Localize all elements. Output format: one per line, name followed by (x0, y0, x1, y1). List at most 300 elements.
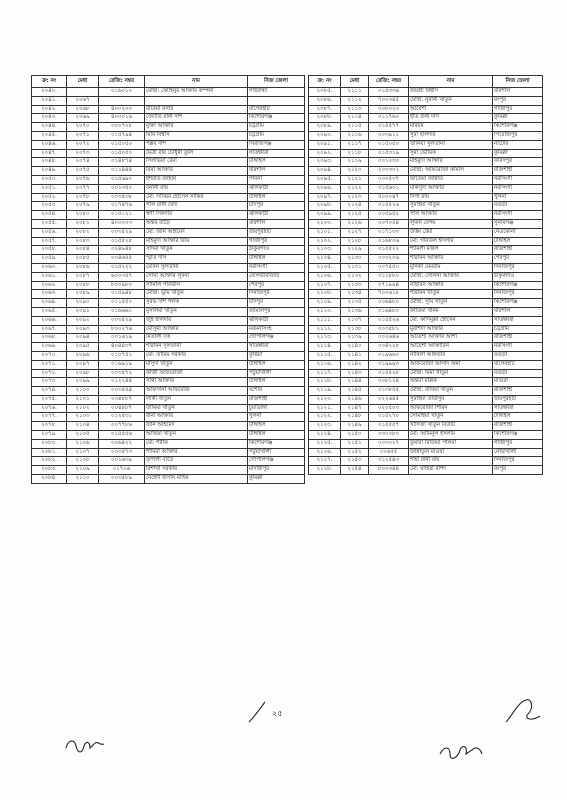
cell-name: সাথী আক্তার (145, 378, 248, 387)
table-row (309, 96, 543, 105)
cell-serial: ২০৯০. (309, 131, 341, 140)
cell-district: সাতক্ষীরা (248, 343, 305, 352)
cell-registration: ০১৫৫২৮ (99, 237, 145, 246)
cell-merit: ২১৪৬ (341, 395, 369, 404)
cell-merit: ২০৮১ (67, 219, 99, 228)
table-row (32, 378, 305, 387)
table-row (309, 228, 543, 237)
cell-merit: ২১১৫ (341, 123, 369, 132)
cell-serial: ২১০৮. (309, 290, 341, 299)
cell-registration: ০০৭৭৮৬ (99, 422, 145, 431)
cell-merit: ২১২৯ (341, 246, 369, 255)
cell-registration: ০১৫৬৯০ (99, 175, 145, 184)
cell-serial: ২০৯২. (309, 149, 341, 158)
cell-merit: ২১১৯ (341, 158, 369, 167)
cell-district: জয়পুরহাট (248, 228, 305, 237)
table-row (32, 413, 305, 422)
cell-name: ফুয়ারা রিজিয়া পালমা (409, 439, 493, 448)
cell-name: মেহেদী হাসান মাহিম (145, 475, 248, 484)
cell-serial: ২১২৩. (309, 422, 341, 431)
header-name: নাম (145, 76, 248, 88)
cell-registration: ০০৬৪২২ (99, 439, 145, 448)
cell-serial: ২০৬৮. (32, 334, 67, 343)
cell-district: মাগুরা (493, 378, 543, 387)
cell-registration: ০০৬৫৫ (369, 448, 409, 457)
cell-serial: ২০৭৬. (32, 404, 67, 413)
table-row (32, 475, 305, 484)
cell-district: মাদারীপুর (248, 466, 305, 475)
cell-serial: ২০৬৫. (32, 307, 67, 316)
cell-name: রীনা আক্তার (145, 413, 248, 422)
cell-registration: ০১৬৬৬১ (99, 307, 145, 316)
cell-name: মুসলিমা খাতুন (145, 307, 248, 316)
cell-serial: ২০৭৯. (32, 431, 67, 440)
table-row (309, 431, 543, 440)
cell-serial: ২০৫৫. (32, 219, 67, 228)
cell-registration: ০১০৭৫১ (99, 351, 145, 360)
cell-name: মাসুদা খাতুন (145, 360, 248, 369)
cell-district: গোপালগঞ্জ (248, 334, 305, 343)
table-row (309, 360, 543, 369)
cell-registration: ০০৮১২৪ (369, 378, 409, 387)
cell-district: সাতক্ষীরা (248, 149, 305, 158)
table-row (32, 281, 305, 290)
cell-serial: ২১১৪. (309, 343, 341, 352)
cell-district: খুলনা (248, 413, 305, 422)
cell-merit: ২১৩৪ (341, 290, 369, 299)
cell-merit: ২১২২ (341, 184, 369, 193)
table-row (309, 307, 543, 316)
cell-serial: ২০৮২. (32, 457, 67, 466)
table-row (309, 395, 543, 404)
cell-district: দিনাজপুর (248, 290, 305, 299)
cell-name: তামিমা খাতুন (145, 404, 248, 413)
table-row (32, 299, 305, 308)
cell-serial: ২০৫০. (32, 175, 67, 184)
cell-merit: ২১২৪ (341, 202, 369, 211)
cell-name: আফরোজা আসাদ অমা (409, 360, 493, 369)
cell-name: লুবনা বেগম (409, 219, 493, 228)
cell-registration: ০২২৬৪৫ (369, 395, 409, 404)
cell-serial: ২০৬২. (32, 281, 67, 290)
cell-merit: ২০৯৮ (67, 369, 99, 378)
header-serial: ক্র: নং (32, 76, 67, 88)
cell-registration: ০০১৩৫০ (99, 184, 145, 193)
cell-district: ঝালকাঠী (248, 316, 305, 325)
cell-serial: ২০৪৯. (32, 167, 67, 176)
cell-district: বাগেরহাট (248, 105, 305, 114)
cell-merit: ২১২০ (341, 167, 369, 176)
table-row (32, 360, 305, 369)
cell-registration: ২০০৩০২ (369, 167, 409, 176)
cell-district: রাজশাহী (248, 395, 305, 404)
cell-registration: ০৩০০৮০ (369, 431, 409, 440)
cell-district: বরিশাল (493, 307, 543, 316)
cell-serial: ২১২৭. (309, 457, 341, 466)
cell-merit: ২১৪৩ (341, 369, 369, 378)
cell-merit: ২০৯৬ (67, 351, 99, 360)
signature-right (500, 694, 550, 730)
cell-registration: ০১১৭৬০ (369, 114, 409, 123)
cell-district: ঝালকাঠী (248, 184, 305, 193)
header-reg: রেজি: নম্বর (99, 76, 145, 88)
table-row (32, 184, 305, 193)
header-merit: মেধা (341, 76, 369, 88)
cell-registration: ০০৬৪৮০ (369, 299, 409, 308)
cell-name: সুমাইয়া তাবাসুম (409, 395, 493, 404)
table-row (32, 255, 305, 264)
cell-district: কিশোরগঞ্জ (493, 431, 543, 440)
cell-district: রংপুর (493, 96, 543, 105)
cell-registration: ০১৫০৫০ (99, 149, 145, 158)
cell-district: নাটোর (493, 140, 543, 149)
cell-merit: ২০৭৮ (67, 193, 99, 202)
cell-serial: ২০৪৭. (32, 149, 67, 158)
table-row (309, 114, 543, 123)
cell-registration: ০০৩৫৮৯ (99, 475, 145, 484)
cell-name: নাবিলা আকতার (409, 351, 493, 360)
cell-district: নরসিংদী (493, 175, 543, 184)
cell-name: সাদমা খাতুন (145, 246, 248, 255)
table-body-right (309, 88, 543, 475)
cell-name: জনি আহমেদ (145, 422, 248, 431)
table-row (309, 175, 543, 184)
merit-list-table-right (308, 75, 543, 475)
cell-name: অন্তর বাড়ৈ (145, 219, 248, 228)
cell-registration: ৫০০০৪৭ (369, 193, 409, 202)
cell-serial: ২০৬৭. (32, 325, 67, 334)
header-merit: মেধা (67, 76, 99, 88)
cell-merit: ২১০৪ (67, 422, 99, 431)
cell-serial: ২০৫৭. (32, 237, 67, 246)
cell-registration: ০১৫১২১ (99, 211, 145, 220)
cell-merit: ২১৪৯ (341, 422, 369, 431)
cell-merit: ২১১৮ (341, 149, 369, 158)
cell-serial: ২১০৯. (309, 299, 341, 308)
table-row (32, 193, 305, 202)
cell-district: চুয়াডাঙ্গা (248, 404, 305, 413)
cell-merit: ২০৮৩ (67, 237, 99, 246)
cell-district: টাঙ্গাইল (493, 413, 543, 422)
cell-name: মরিয়ম (409, 123, 493, 132)
cell-serial: ২০৮৩. (32, 466, 67, 475)
cell-name: ইশরাত জাহান (145, 175, 248, 184)
cell-merit: ২০৮০ (67, 211, 99, 220)
cell-name: রিমা আক্তার (145, 167, 248, 176)
cell-registration: ০০৩৫৭৩ (99, 448, 145, 457)
table-row (32, 325, 305, 334)
cell-district: যশোর (248, 387, 305, 396)
cell-district: ফরিদপুর (493, 158, 543, 167)
cell-district (248, 96, 305, 105)
table-header-row (309, 76, 543, 88)
table-row (309, 219, 543, 228)
table-row (32, 140, 305, 149)
cell-merit (67, 88, 99, 97)
cell-serial: ২০৫৮. (32, 246, 67, 255)
cell-name: শারমিন খাতুন (409, 290, 493, 299)
cell-serial: ২১২৪. (309, 431, 341, 440)
table-row (32, 343, 305, 352)
cell-serial: ২১০৬. (309, 272, 341, 281)
cell-registration (99, 96, 145, 105)
cell-registration: ০১১৪৪৪ (99, 167, 145, 176)
cell-name: আছিয়া খাতুন (145, 431, 248, 440)
cell-name: শাহা রানী রায় (409, 457, 493, 466)
cell-serial: ২০৫৪. (32, 211, 67, 220)
table-row (309, 299, 543, 308)
cell-name: সোমা আক্তার লুবনা (145, 272, 248, 281)
cell-merit: ২১৪৪ (341, 378, 369, 387)
cell-registration: ০১৬০১০ (99, 88, 145, 97)
cell-district: কিশোরগঞ্জ (493, 299, 543, 308)
cell-registration: ০০৩৫২৯ (99, 228, 145, 237)
cell-name: মেরিন সুলতানা (145, 263, 248, 272)
signature-mark (245, 698, 270, 728)
cell-name: মোছা: কোহিনুর আক্তার কম্পনা (145, 88, 248, 97)
cell-serial: ২০৮৬. (309, 96, 341, 105)
cell-serial: ২১২০. (309, 395, 341, 404)
cell-district: শেরপুর (493, 255, 543, 264)
cell-merit: ২১৫৩ (341, 457, 369, 466)
cell-serial: ২১০২. (309, 237, 341, 246)
cell-serial: ২১১১. (309, 316, 341, 325)
table-row (32, 457, 305, 466)
table-row (32, 105, 305, 114)
table-row (32, 431, 305, 440)
table-row (309, 448, 543, 457)
cell-registration: ০৭১৯৯৪ (369, 281, 409, 290)
header-name: নাম (409, 76, 493, 88)
cell-name: উত্তম রেমা (409, 228, 493, 237)
cell-district: টাঙ্গাইল (248, 255, 305, 264)
table-row (32, 246, 305, 255)
cell-serial: ২১০৩. (309, 246, 341, 255)
table-row (32, 439, 305, 448)
cell-merit: ২১১৩ (341, 105, 369, 114)
cell-merit: ২১০৫ (67, 431, 99, 440)
cell-merit: ২০৯৭ (67, 360, 99, 369)
cell-registration: ৪০০২০০ (99, 105, 145, 114)
cell-merit: ২০৭২ (67, 140, 99, 149)
cell-name: মৈত্রী রায় চৌধুরী তুলি (145, 149, 248, 158)
cell-district: কুমিল্লা (493, 149, 543, 158)
table-row (32, 351, 305, 360)
cell-merit: ২১৪০ (341, 343, 369, 352)
cell-name: মোছা: সেলিনা আক্তার (409, 272, 493, 281)
cell-merit: ২১৪২ (341, 360, 369, 369)
cell-registration: ০১৫৩১৯ (369, 149, 409, 158)
cell-name: মো: শরীফ (145, 439, 248, 448)
cell-registration: ০১৬৮০৬ (369, 237, 409, 246)
cell-registration: ০১৬৯১৯ (99, 360, 145, 369)
cell-serial: ২০৮৫. (309, 88, 341, 97)
cell-merit: ২০৯৫ (67, 343, 99, 352)
table-row (32, 167, 305, 176)
cell-merit: ২১১১ (341, 88, 369, 97)
cell-serial: ২০৭৭. (32, 413, 67, 422)
cell-serial: ২০৭৩. (32, 378, 67, 387)
cell-name: জয়শ্রী বিশ্বাস (409, 88, 493, 97)
cell-name: পলি রানী বৈদ্য (145, 202, 248, 211)
cell-name: মোছা: ভুমি খাতুন (145, 290, 248, 299)
cell-merit: ২১২৩ (341, 193, 369, 202)
cell-name: মোছা: নুরানী খাতুন (409, 96, 493, 105)
table-row (309, 334, 543, 343)
cell-district: বাগেরহাট (493, 360, 543, 369)
cell-merit: ২০৭৬ (67, 175, 99, 184)
cell-merit: ২১৩১ (341, 263, 369, 272)
cell-merit: ২০৯২ (67, 316, 99, 325)
cell-merit: ২০৬৮ (67, 105, 99, 114)
cell-name: সুরভ দাশ পলক (145, 299, 248, 308)
cell-district: সাতক্ষীরা (493, 404, 543, 413)
table-row (32, 466, 305, 475)
cell-merit: ২০৯১ (67, 307, 99, 316)
cell-merit: ২০৮২ (67, 228, 99, 237)
cell-registration: ০১৫০৫৩ (369, 140, 409, 149)
cell-registration: ০০৩৫৭২ (99, 369, 145, 378)
table-row (32, 272, 305, 281)
cell-merit: ২১০১ (67, 395, 99, 404)
cell-registration: ০১২২৪৪ (99, 378, 145, 387)
table-row (309, 140, 543, 149)
cell-name: স্মৃতি দাস (145, 255, 248, 264)
cell-registration: ০০৩৯১১ (369, 131, 409, 140)
cell-serial: ২১২৮. (309, 466, 341, 475)
cell-registration: ০১১৮৮০ (369, 272, 409, 281)
table-row (309, 202, 543, 211)
cell-district: টাঙ্গাইল (493, 237, 543, 246)
cell-registration: ০১৫৫৫৬ (99, 431, 145, 440)
signature-left (60, 734, 110, 764)
cell-district: চাঁদপুর (248, 299, 305, 308)
cell-registration: ০২৪৯৪৮ (99, 246, 145, 255)
cell-district: কিশোরগঞ্জ (493, 123, 543, 132)
cell-merit: ২১৪১ (341, 351, 369, 360)
table-row (32, 211, 305, 220)
cell-name: সুমা ভৌমিক (409, 149, 493, 158)
cell-registration: ০১৯৯৯৩ (369, 360, 409, 369)
cell-serial: ২০৭৫. (32, 395, 67, 404)
table-row (32, 114, 305, 123)
table-row (32, 316, 305, 325)
cell-district: শেরপুর (248, 281, 305, 290)
cell-registration: ৬০০৩৫৭ (99, 272, 145, 281)
cell-district: নোয়াখালী (493, 448, 543, 457)
cell-merit: ২১৩৭ (341, 316, 369, 325)
table-row (309, 246, 543, 255)
cell-registration: ৪০০০১৬ (99, 114, 145, 123)
cell-serial: ২০৭১. (32, 360, 67, 369)
cell-name: মাহমুদা আক্তার রিমি (145, 237, 248, 246)
cell-name: অন্তরা মল্লিক (409, 378, 493, 387)
cell-registration: ৮০০২৭৬ (99, 325, 145, 334)
cell-registration: ০০১৬৩৯ (99, 457, 145, 466)
cell-registration: ৭০০৬১৮ (369, 290, 409, 299)
cell-merit: ২১০৯ (67, 466, 99, 475)
cell-registration: ০০৮০২৩ (369, 105, 409, 114)
cell-district: চট্টগ্রাম (248, 123, 305, 132)
cell-district: নেত্রকোনা (493, 228, 543, 237)
cell-registration: ০২০৫০৩ (369, 404, 409, 413)
cell-district: পটুয়াখালী (248, 448, 305, 457)
cell-serial: ২০৭৮. (32, 422, 67, 431)
cell-serial: ২০৯১. (309, 140, 341, 149)
table-row (309, 457, 543, 466)
cell-merit: ২১৩২ (341, 272, 369, 281)
table-row (309, 378, 543, 387)
cell-serial: ২১১০. (309, 307, 341, 316)
table-row (32, 334, 305, 343)
cell-registration: ০০৩০২৭ (369, 439, 409, 448)
cell-registration: ০১৫৫২৬ (369, 316, 409, 325)
table-row (309, 131, 543, 140)
cell-merit: ২১২৬ (341, 219, 369, 228)
cell-merit: ২১৪৮ (341, 413, 369, 422)
cell-registration: ০১৫৭৯৪ (99, 131, 145, 140)
cell-name: জান্নাতুল মাওয়া (409, 448, 493, 457)
cell-merit: ২১১০ (67, 475, 99, 484)
cell-name: মাকসুদা আক্তার (409, 184, 493, 193)
cell-district: সাতক্ষীরা (493, 316, 543, 325)
table-row (309, 290, 543, 299)
cell-district: নরসিংদী (248, 263, 305, 272)
cell-name: মিতালী দত্ত (145, 334, 248, 343)
cell-merit: ২০৭৭ (67, 184, 99, 193)
cell-name: পলি আক্তার (409, 211, 493, 220)
cell-merit: ২১৫১ (341, 439, 369, 448)
table-row (32, 422, 305, 431)
cell-serial: ২০৭৪. (32, 387, 67, 396)
cell-serial: ২১২২. (309, 413, 341, 422)
cell-name: জুই হালদার (145, 316, 248, 325)
table-row (32, 149, 305, 158)
cell-merit: ২০৭৪ (67, 158, 99, 167)
cell-registration: ৩০০৭০৮ (99, 123, 145, 132)
cell-registration: ০০৪৮৮৭ (99, 404, 145, 413)
table-row (32, 202, 305, 211)
cell-registration: ০১৫৫৫৭ (369, 422, 409, 431)
table-row (32, 307, 305, 316)
cell-district: ময়মনসিংহ (248, 325, 305, 334)
cell-registration: ০০৩৫৮১ (369, 325, 409, 334)
cell-name: সুমাইয়া খাতুন (409, 202, 493, 211)
table-row (309, 351, 543, 360)
cell-district: বগুড়া (493, 351, 543, 360)
cell-merit: ২১২৮ (341, 237, 369, 246)
cell-district: টাঙ্গাইল (248, 360, 305, 369)
cell-merit: ২১০৩ (67, 413, 99, 422)
cell-district: গোপালগঞ্জ (248, 457, 305, 466)
table-row (309, 325, 543, 334)
cell-district: রাজশাহী (493, 387, 543, 396)
cell-name: মো: কাদিমুল্লা হোসেন (409, 316, 493, 325)
cell-registration: ০১২৫৪৩ (369, 457, 409, 466)
cell-name: মো: সাব্বির হোসেন সাকিব (145, 193, 248, 202)
cell-registration: ৪০০০০৩ (99, 219, 145, 228)
cell-name: মো: আমিনুল ইসলাম (409, 431, 493, 440)
cell-name: আফসানা আফরোজ (145, 387, 248, 396)
cell-registration: ০১৫৯৪৮ (99, 290, 145, 299)
cell-merit: ২০৭০ (67, 123, 99, 132)
cell-registration: ০১১৫৫০ (99, 299, 145, 308)
cell-district: বরিশাল (248, 219, 305, 228)
cell-serial: ২০৯৪. (309, 167, 341, 176)
table-row (32, 219, 305, 228)
cell-serial: ২০৮৮. (309, 114, 341, 123)
cell-name: মোছা: সুমি খাতুন (409, 299, 493, 308)
